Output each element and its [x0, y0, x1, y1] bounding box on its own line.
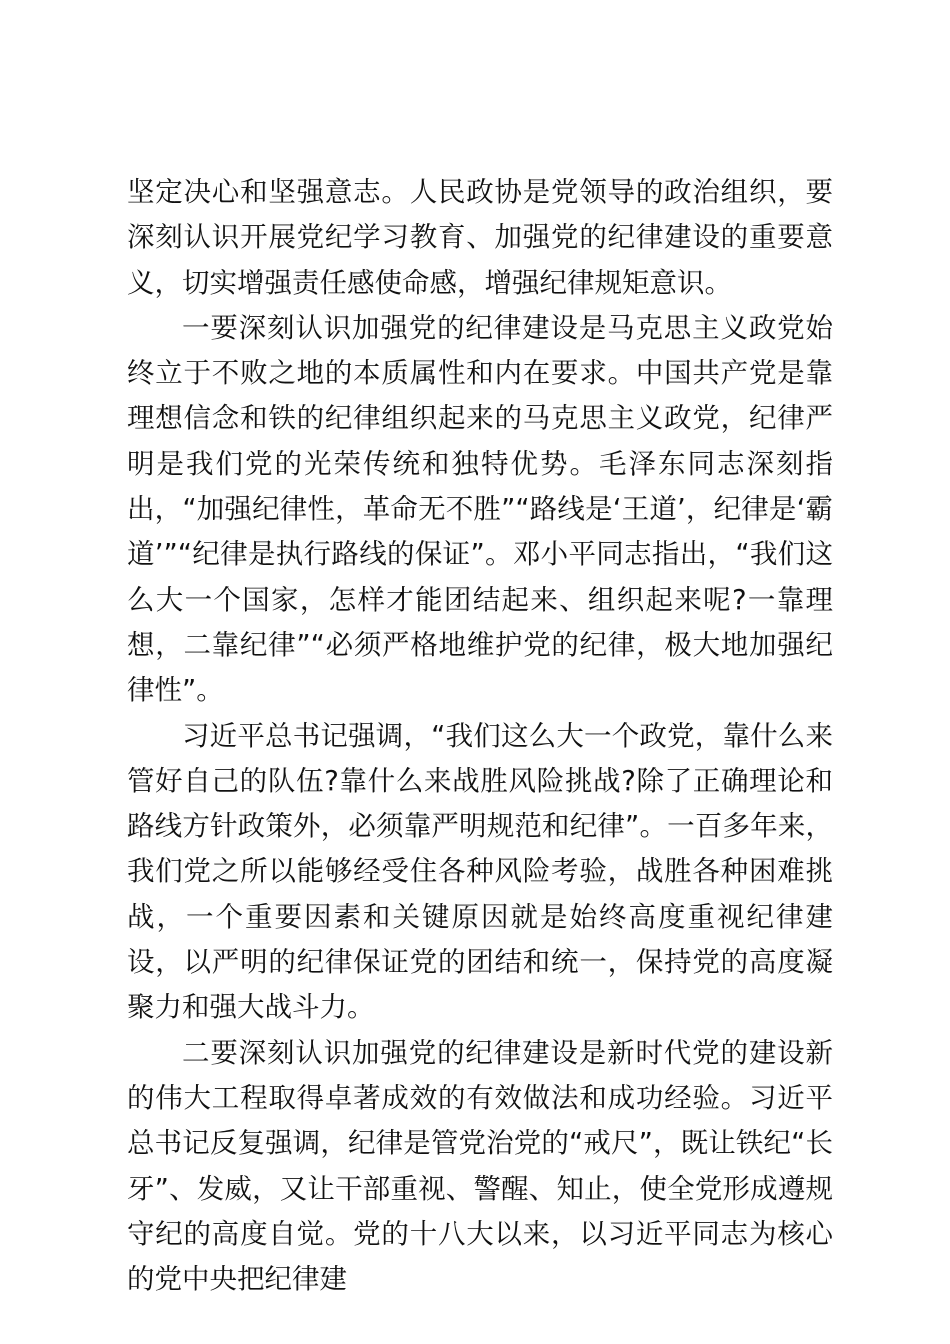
paragraph-2: 一要深刻认识加强党的纪律建设是马克思主义政党始终立于不败之地的本质属性和内在要求。中国共产党是靠理想信念和铁的纪律组织起来的马克思主义政党，纪律严明是我们党的光荣传统和独特优势。毛泽东同志深刻指出，“加强纪律性，革命无不胜”“路线是‘王道’，纪律是‘霸道’”“纪律是执行路线的保证”。邓小平同志指出，“我们这么大一个国家，怎样才能团结起来、组织起来呢?一靠理想，二靠纪律”“必须严格地维护党的纪律，极大地加强纪律性”。 — [127, 311, 833, 707]
paragraph-4: 二要深刻认识加强党的纪律建设是新时代党的建设新的伟大工程取得卓著成效的有效做法和成功经验。习近平总书记反复强调，纪律是管党治党的“戒尺”，既让铁纪“长牙”、发威，又让干部重视、警醒、知止，使全党形成遵规守纪的高度自觉。党的十八大以来，以习近平同志为核心的党中央把纪律建 — [127, 1036, 833, 1296]
paragraph-3: 习近平总书记强调，“我们这么大一个政党，靠什么来管好自己的队伍?靠什么来战胜风险挑战?除了正确理论和路线方针政策外，必须靠严明规范和纪律”。一百多年来，我们党之所以能够经受住各种风险考验，战胜各种困难挑战，一个重要因素和关键原因就是始终高度重视纪律建设，以严明的纪律保证党的团结和统一，保持党的高度凝聚力和强大战斗力。 — [127, 719, 833, 1024]
paragraph-1: 坚定决心和坚强意志。人民政协是党领导的政治组织，要深刻认识开展党纪学习教育、加强党的纪律建设的重要意义，切实增强责任感使命感，增强纪律规矩意识。 — [127, 176, 833, 299]
document-body — [127, 170, 833, 1302]
